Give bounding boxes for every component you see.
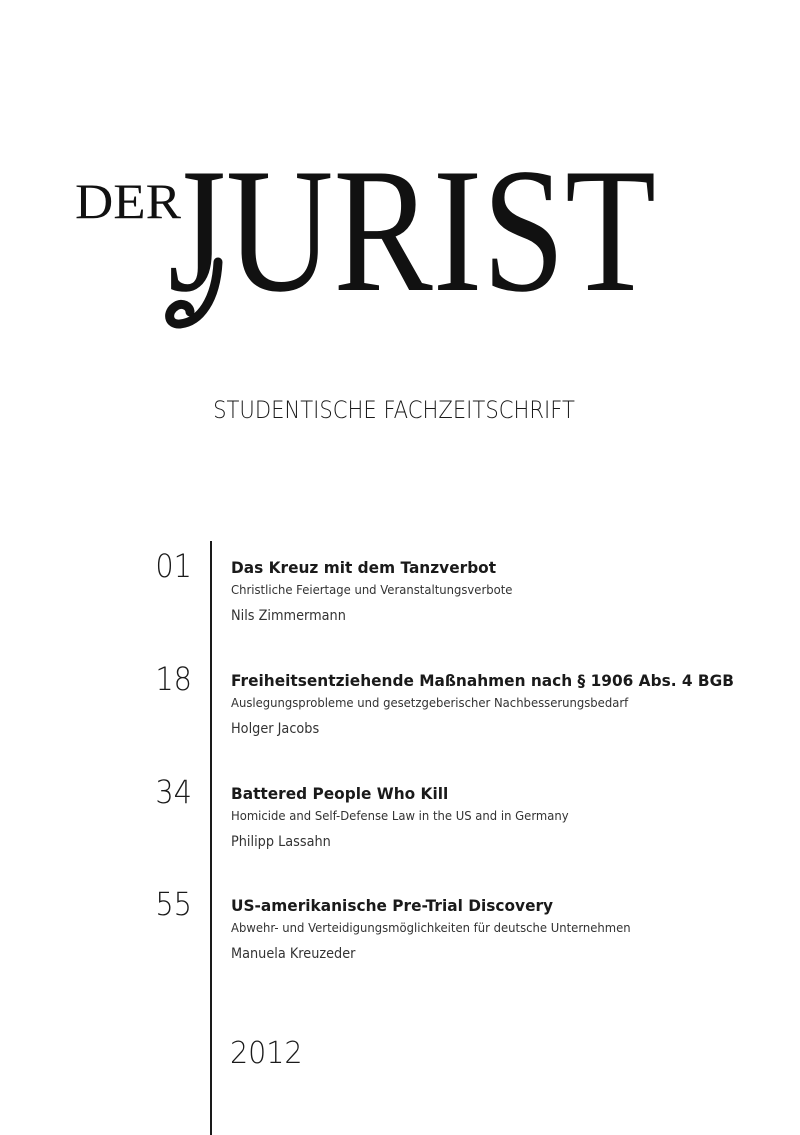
masthead-prefix: DER	[75, 173, 182, 229]
toc-page-number: 55	[155, 885, 192, 923]
masthead	[0, 0, 800, 340]
toc-article-title[interactable]: Freiheitsentziehende Maßnahmen nach § 1906 Abs. 4 BGB	[231, 671, 734, 690]
toc-article-subtitle: Auslegungsprobleme und gesetzgeberischer Nachbesserungsbedarf	[231, 695, 629, 710]
toc-article-title[interactable]: Das Kreuz mit dem Tanzverbot	[231, 558, 497, 577]
toc-article-subtitle: Christliche Feiertage und Veranstaltungsverbote	[231, 582, 513, 597]
toc-page-number: 01	[155, 547, 192, 585]
toc-article-author: Philipp Lassahn	[231, 834, 331, 850]
toc-page-number: 18	[155, 660, 192, 698]
toc-article-title[interactable]: Battered People Who Kill	[231, 784, 449, 803]
toc-page-number: 34	[155, 773, 192, 811]
toc-entry[interactable]	[0, 548, 800, 638]
toc-article-author: Manuela Kreuzeder	[231, 946, 356, 962]
toc-article-title[interactable]: US-amerikanische Pre-Trial Discovery	[231, 896, 554, 915]
toc-article-subtitle: Abwehr- und Verteidigungsmöglichkeiten für deutsche Unternehmen	[231, 920, 631, 935]
masthead-title: JURIST	[168, 131, 656, 329]
toc-article-author: Nils Zimmermann	[231, 608, 346, 624]
issue-year: 2012	[230, 1036, 303, 1071]
toc-entry[interactable]	[0, 661, 800, 751]
toc-entry[interactable]	[0, 774, 800, 864]
masthead-logo	[0, 0, 800, 340]
toc-article-author: Holger Jacobs	[231, 721, 320, 737]
toc-article-subtitle: Homicide and Self-Defense Law in the US and in Germany	[231, 808, 569, 823]
toc-entry[interactable]	[0, 886, 800, 976]
magazine-subtitle: STUDENTISCHE FACHZEITSCHRIFT	[213, 396, 575, 424]
